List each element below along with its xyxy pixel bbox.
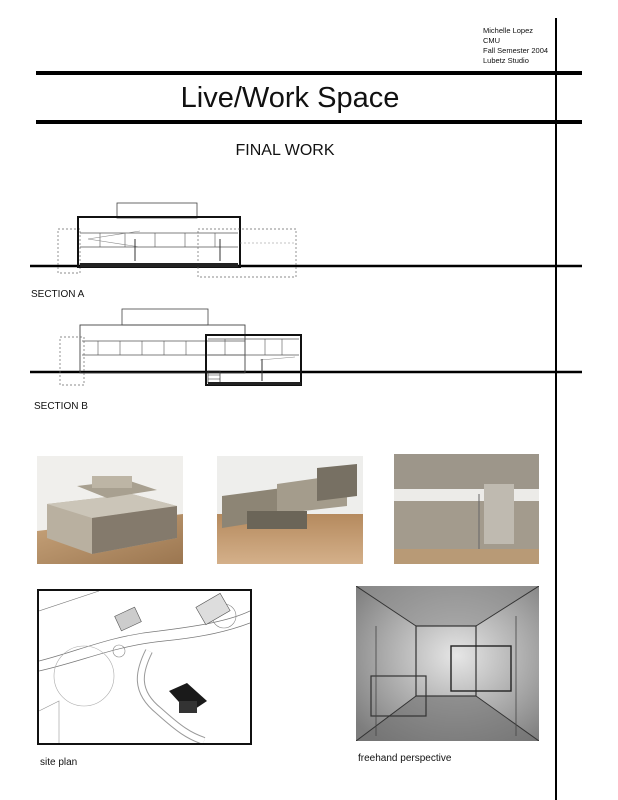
credit-name: Michelle Lopez <box>483 26 534 35</box>
site-plan-caption: site plan <box>40 757 78 768</box>
section-b-label: SECTION B <box>34 401 88 412</box>
model-photo-1 <box>37 456 183 564</box>
freehand-perspective-drawing <box>356 586 539 741</box>
page-title: Live/Work Space <box>180 82 400 114</box>
model-photo-2 <box>217 456 363 564</box>
title-bottom-rule <box>36 120 582 124</box>
credits-block <box>483 26 548 66</box>
site-plan-drawing <box>37 589 252 745</box>
vertical-frame-line <box>555 18 557 800</box>
credit-school: CMU <box>483 36 501 45</box>
credit-studio: Lubetz Studio <box>483 56 529 65</box>
section-a-label: SECTION A <box>31 289 85 300</box>
section-b-drawing <box>30 305 582 390</box>
credit-semester: Fall Semester 2004 <box>483 46 549 55</box>
section-a-drawing <box>30 195 582 285</box>
title-top-rule <box>36 71 582 75</box>
perspective-caption: freehand perspective <box>358 753 452 764</box>
model-photo-3 <box>394 454 539 564</box>
page-subtitle: FINAL WORK <box>235 142 335 159</box>
